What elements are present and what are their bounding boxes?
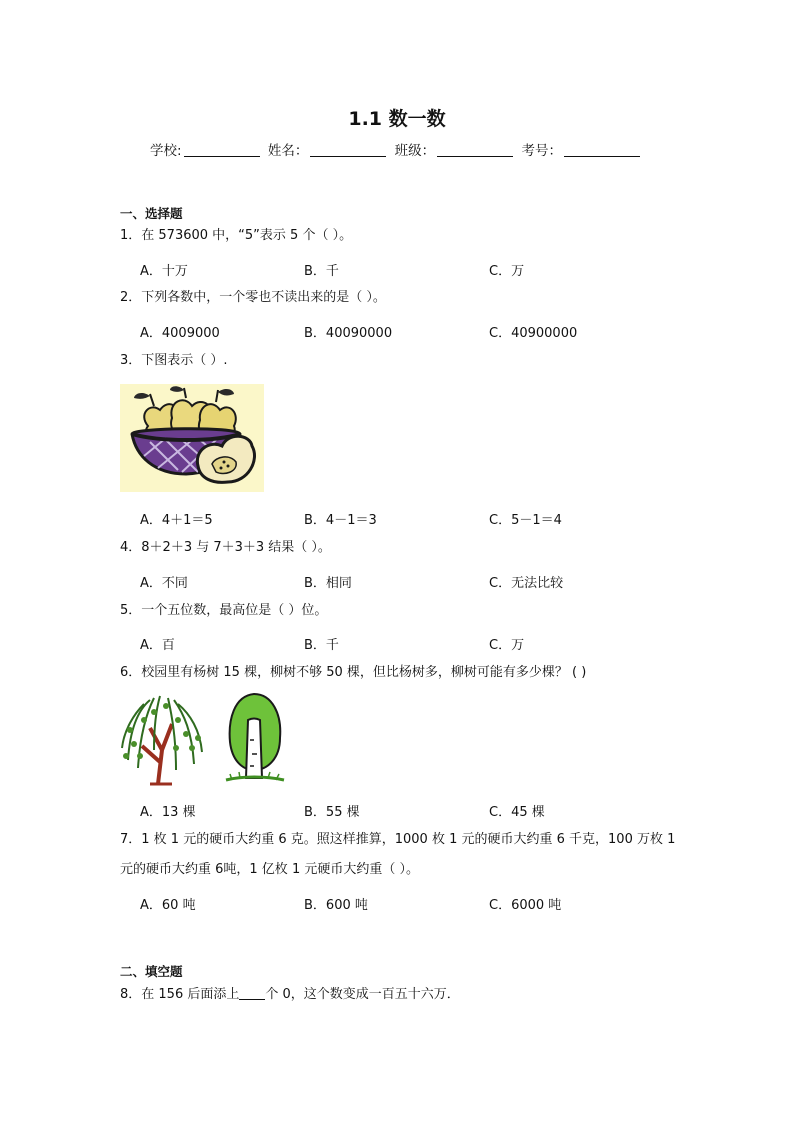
option-c[interactable]: C．5－1＝4 bbox=[489, 513, 562, 528]
option-b[interactable]: B．55 棵 bbox=[304, 805, 360, 820]
question-8 bbox=[120, 984, 460, 1006]
question-1: 1．在 573600 中，“5”表示 5 个（ ）。 bbox=[120, 228, 353, 243]
option-c[interactable]: C．万 bbox=[489, 638, 525, 653]
section-heading-fill-in: 二、填空题 bbox=[120, 964, 183, 979]
question-5: 5．一个五位数，最高位是（ ）位。 bbox=[120, 603, 328, 618]
option-b[interactable]: B．千 bbox=[304, 264, 339, 279]
option-a[interactable]: A．60 吨 bbox=[140, 898, 196, 913]
answer-blank[interactable] bbox=[239, 987, 265, 1000]
question-4: 4．8＋2＋3 与 7＋3＋3 结果（ ）。 bbox=[120, 540, 331, 555]
question-6: 6．校园里有杨树 15 棵，柳树不够 50 棵，但比杨树多，柳树可能有多少棵？ ( ) bbox=[120, 665, 587, 680]
option-b[interactable]: B．600 吨 bbox=[304, 898, 368, 913]
school-blank[interactable] bbox=[184, 143, 260, 157]
question-8-text-after: 个 0，这个数变成一百五十六万． bbox=[265, 987, 460, 1002]
option-a[interactable]: A．百 bbox=[140, 638, 175, 653]
option-c[interactable]: C．6000 吨 bbox=[489, 898, 562, 913]
option-b[interactable]: B．千 bbox=[304, 638, 339, 653]
option-a[interactable]: A．4＋1＝5 bbox=[140, 513, 213, 528]
student-info-row bbox=[0, 139, 794, 159]
option-b[interactable]: B．40090000 bbox=[304, 326, 393, 341]
class-label: 班级： bbox=[394, 143, 436, 159]
name-label: 姓名： bbox=[267, 143, 309, 159]
page-title: 1.1 数一数 bbox=[348, 108, 446, 130]
poplar-tree-image bbox=[222, 690, 286, 786]
question-2: 2．下列各数中，一个零也不读出来的是（ ）。 bbox=[120, 290, 386, 305]
question-3: 3．下图表示（ ）. bbox=[120, 353, 228, 368]
school-label: 学校: bbox=[150, 143, 182, 159]
willow-tree-image bbox=[120, 690, 206, 786]
option-b[interactable]: B．4－1＝3 bbox=[304, 513, 377, 528]
exam-number-blank[interactable] bbox=[564, 143, 640, 157]
option-c[interactable]: C．40900000 bbox=[489, 326, 578, 341]
section-heading-choice: 一、选择题 bbox=[120, 206, 183, 221]
option-c[interactable]: C．无法比较 bbox=[489, 576, 564, 591]
exam-number-label: 考号： bbox=[521, 143, 562, 159]
question-8-text-before: 8．在 156 后面添上 bbox=[120, 987, 240, 1002]
option-c[interactable]: C．万 bbox=[489, 264, 525, 279]
option-b[interactable]: B．相同 bbox=[304, 576, 352, 591]
class-blank[interactable] bbox=[437, 143, 513, 157]
option-c[interactable]: C．45 棵 bbox=[489, 805, 545, 820]
fruit-basket-image bbox=[120, 384, 264, 492]
option-a[interactable]: A．不同 bbox=[140, 576, 188, 591]
name-blank[interactable] bbox=[310, 143, 386, 157]
option-a[interactable]: A．4009000 bbox=[140, 326, 220, 341]
question-7: 7．1 枚 1 元的硬币大约重 6 克。照这样推算，1000 枚 1 元的硬币大约重 6 千克，100 万枚 1 元的硬币大约重 6吨，1 亿枚 1 元硬币大约重（ ）。 bbox=[120, 832, 676, 877]
option-a[interactable]: A．十万 bbox=[140, 264, 188, 279]
option-a[interactable]: A．13 棵 bbox=[140, 805, 196, 820]
